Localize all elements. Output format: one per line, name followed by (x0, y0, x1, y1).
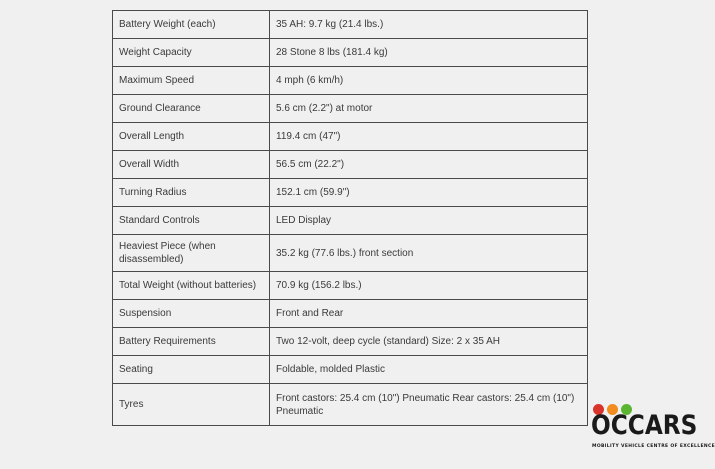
table-row (113, 207, 588, 235)
occars-logo (589, 401, 715, 461)
spec-label: Overall Length (113, 123, 270, 151)
logo-wordmark: OCCARS (591, 410, 698, 441)
spec-label: Turning Radius (113, 179, 270, 207)
logo-tagline: MOBILITY VEHICLE CENTRE OF EXCELLENCE (592, 444, 715, 449)
spec-label: Heaviest Piece (when disassembled) (113, 235, 270, 272)
table-row (113, 151, 588, 179)
spec-value: 119.4 cm (47") (270, 123, 588, 151)
table-row (113, 328, 588, 356)
spec-value: 70.9 kg (156.2 lbs.) (270, 272, 588, 300)
spec-value: 35 AH: 9.7 kg (21.4 lbs.) (270, 11, 588, 39)
spec-value: Front and Rear (270, 300, 588, 328)
spec-value: LED Display (270, 207, 588, 235)
table-row (113, 300, 588, 328)
spec-value: Two 12-volt, deep cycle (standard) Size: 2 x 35 AH (270, 328, 588, 356)
table-row (113, 384, 588, 426)
table-row (113, 95, 588, 123)
spec-label: Overall Width (113, 151, 270, 179)
spec-table (112, 10, 588, 426)
spec-label: Seating (113, 356, 270, 384)
spec-value: 28 Stone 8 lbs (181.4 kg) (270, 39, 588, 67)
spec-value: Foldable, molded Plastic (270, 356, 588, 384)
table-row (113, 123, 588, 151)
spec-label: Total Weight (without batteries) (113, 272, 270, 300)
table-row (113, 39, 588, 67)
spec-label: Battery Requirements (113, 328, 270, 356)
spec-label: Ground Clearance (113, 95, 270, 123)
table-row (113, 235, 588, 272)
table-row (113, 67, 588, 95)
table-row (113, 179, 588, 207)
spec-value: 4 mph (6 km/h) (270, 67, 588, 95)
table-row (113, 356, 588, 384)
spec-label: Tyres (113, 384, 270, 426)
spec-label: Weight Capacity (113, 39, 270, 67)
spec-value: 56.5 cm (22.2") (270, 151, 588, 179)
spec-label: Battery Weight (each) (113, 11, 270, 39)
table-row (113, 11, 588, 39)
spec-value: 152.1 cm (59.9") (270, 179, 588, 207)
spec-label: Maximum Speed (113, 67, 270, 95)
spec-label: Standard Controls (113, 207, 270, 235)
spec-value: 35.2 kg (77.6 lbs.) front section (270, 235, 588, 272)
spec-label: Suspension (113, 300, 270, 328)
spec-value: Front castors: 25.4 cm (10") Pneumatic Rear castors: 25.4 cm (10") Pneumatic (270, 384, 588, 426)
spec-value: 5.6 cm (2.2") at motor (270, 95, 588, 123)
table-row (113, 272, 588, 300)
